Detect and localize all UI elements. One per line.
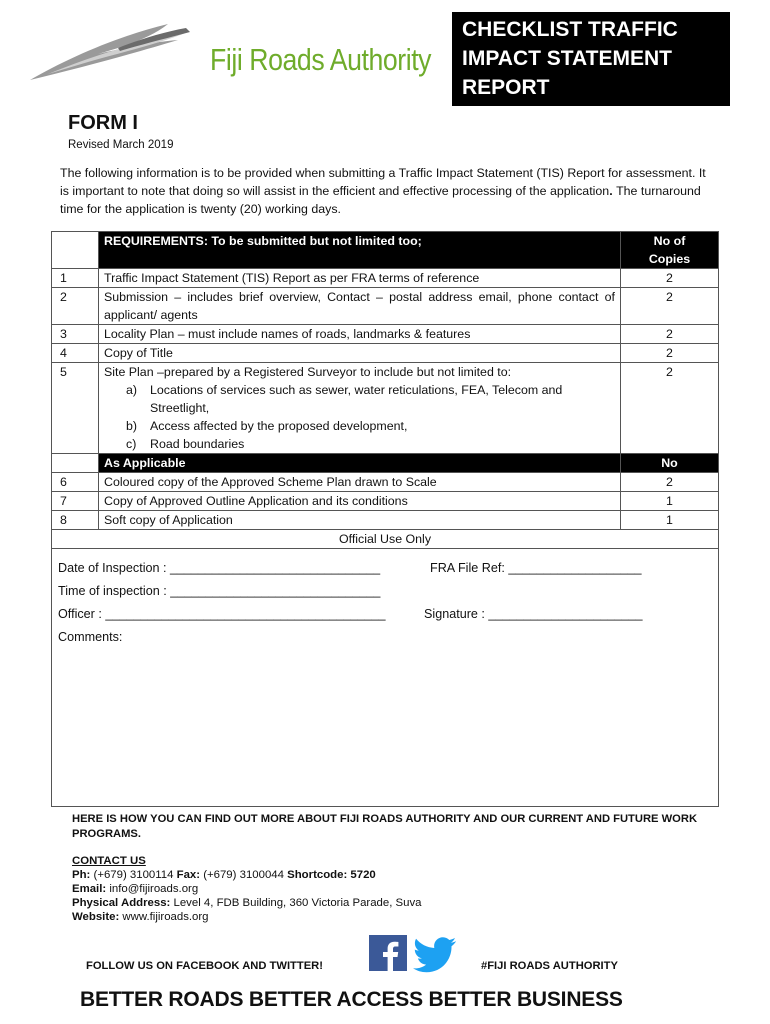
row-copies: 2 [621, 269, 719, 288]
table-header-row [52, 232, 719, 269]
address-label: Physical Address: [72, 897, 171, 909]
email-line [72, 882, 422, 896]
applicable-header-row [52, 454, 719, 473]
table-row [52, 363, 719, 454]
item-text-cont: Streetlight, [150, 401, 210, 415]
road-swoosh-icon [28, 18, 208, 88]
shortcode: Shortcode: 5720 [287, 869, 376, 881]
title-line: CHECKLIST TRAFFIC [462, 18, 678, 41]
header-copies-line2: Copies [648, 252, 691, 266]
twitter-icon[interactable] [413, 937, 457, 973]
website-label: Website: [72, 911, 120, 923]
header-requirements: REQUIREMENTS: To be submitted but not limited too; [99, 232, 621, 269]
intro-turnaround: The turnaround time for the application is twenty (20) working days. [60, 184, 701, 216]
hashtag-text: #FIJI ROADS AUTHORITY [481, 960, 618, 972]
document-title [452, 12, 730, 106]
site-plan-item [104, 381, 615, 399]
address-line [72, 896, 422, 910]
row-number: 4 [52, 344, 99, 363]
table-row [52, 325, 719, 344]
item-text: Access affected by the proposed development, [150, 419, 408, 433]
applicable-num-cell [52, 454, 99, 473]
item-letter: b) [126, 419, 138, 433]
requirements-table [51, 231, 719, 549]
row-requirement: Copy of Approved Outline Application and its conditions [99, 492, 621, 511]
contact-block [72, 854, 422, 924]
org-name: Fiji Roads Authority [210, 42, 432, 77]
officer-field[interactable]: Officer : ________________________________________ [58, 607, 386, 621]
table-row [52, 492, 719, 511]
item-letter: a) [126, 383, 138, 397]
intro-paragraph [60, 164, 710, 218]
row-requirement: Coloured copy of the Approved Scheme Plan drawn to Scale [99, 473, 621, 492]
form-title: FORM I [68, 112, 138, 134]
item-letter: c) [126, 437, 137, 451]
title-line: REPORT [462, 76, 550, 99]
website-line [72, 910, 422, 924]
table-row [52, 511, 719, 530]
row-number: 6 [52, 473, 99, 492]
item-text: Road boundaries [150, 437, 245, 451]
website-link[interactable]: www.fijiroads.org [119, 911, 209, 923]
fax-label: Fax: [176, 869, 201, 881]
official-use-box [51, 537, 719, 807]
row-copies: 1 [621, 492, 719, 511]
title-line: IMPACT STATEMENT [462, 47, 672, 70]
facebook-icon[interactable] [369, 935, 407, 971]
row-number: 2 [52, 288, 99, 325]
slogan: BETTER ROADS BETTER ACCESS BETTER BUSINESS [80, 988, 623, 1011]
row-copies: 2 [621, 344, 719, 363]
table-row [52, 344, 719, 363]
table-row [52, 269, 719, 288]
item-text: Locations of services such as sewer, water reticulations, FEA, Telecom and [150, 383, 563, 397]
email-label: Email: [72, 883, 107, 895]
fax-value: (+679) 3100044 [200, 869, 288, 881]
follow-text: FOLLOW US ON FACEBOOK AND TWITTER! [86, 960, 323, 972]
row-requirement: Copy of Title [99, 344, 621, 363]
date-of-inspection-field[interactable]: Date of Inspection : ______________________________ [58, 561, 381, 575]
contact-heading: CONTACT US [72, 855, 146, 867]
header-copies-line1: No of [653, 234, 686, 248]
signature-field[interactable]: Signature : ______________________ [424, 607, 643, 621]
site-plan-text: Site Plan –prepared by a Registered Surveyor to include but not limited to: [104, 365, 512, 379]
row-copies: 2 [621, 325, 719, 344]
address-value: Level 4, FDB Building, 360 Victoria Parade, Suva [170, 897, 422, 909]
applicable-header: As Applicable [99, 454, 621, 473]
row-copies: 2 [621, 363, 719, 454]
fra-logo [28, 18, 448, 88]
header-num-cell [52, 232, 99, 269]
phone-label: Ph: [72, 869, 91, 881]
row-number: 8 [52, 511, 99, 530]
header-copies [621, 232, 719, 269]
row-number: 1 [52, 269, 99, 288]
phone-value: (+679) 3100114 [90, 869, 177, 881]
time-of-inspection-field[interactable]: Time of inspection : ______________________________ [58, 584, 381, 598]
row-copies: 1 [621, 511, 719, 530]
table-row [52, 288, 719, 325]
comments-label: Comments: [58, 630, 123, 644]
row-requirement: Traffic Impact Statement (TIS) Report as per FRA terms of reference [99, 269, 621, 288]
phone-line [72, 868, 422, 882]
site-plan-item [104, 435, 615, 453]
row-requirement: Locality Plan – must include names of roads, landmarks & features [99, 325, 621, 344]
revised-date: Revised March 2019 [68, 139, 174, 151]
more-info-text: HERE IS HOW YOU CAN FIND OUT MORE ABOUT FIJI ROADS AUTHORITY AND OUR CURRENT AND FUTURE WORK PROGRAMS. [72, 813, 698, 840]
intro-period: . [609, 184, 617, 198]
row-requirement: Soft copy of Application [99, 511, 621, 530]
table-row [52, 473, 719, 492]
official-use-label: Official Use Only [52, 530, 719, 549]
row-number: 3 [52, 325, 99, 344]
row-copies: 2 [621, 288, 719, 325]
email-value[interactable]: info@fijiroads.org [106, 883, 199, 895]
applicable-copies-header: No [621, 454, 719, 473]
fra-file-ref-field[interactable]: FRA File Ref: ___________________ [430, 561, 642, 575]
intro-text: The following information is to be provided when submitting a Traffic Impact Statement (TIS) Report for assessment. It is important to note that doing so will assist in the efficient and effective processing of the application [60, 166, 706, 198]
row-copies: 2 [621, 473, 719, 492]
site-plan-item [104, 417, 615, 435]
row-number: 5 [52, 363, 99, 454]
row-number: 7 [52, 492, 99, 511]
row-requirement [99, 363, 621, 454]
row-requirement: Submission – includes brief overview, Contact – postal address email, phone contact of applicant/ agents [99, 288, 621, 325]
